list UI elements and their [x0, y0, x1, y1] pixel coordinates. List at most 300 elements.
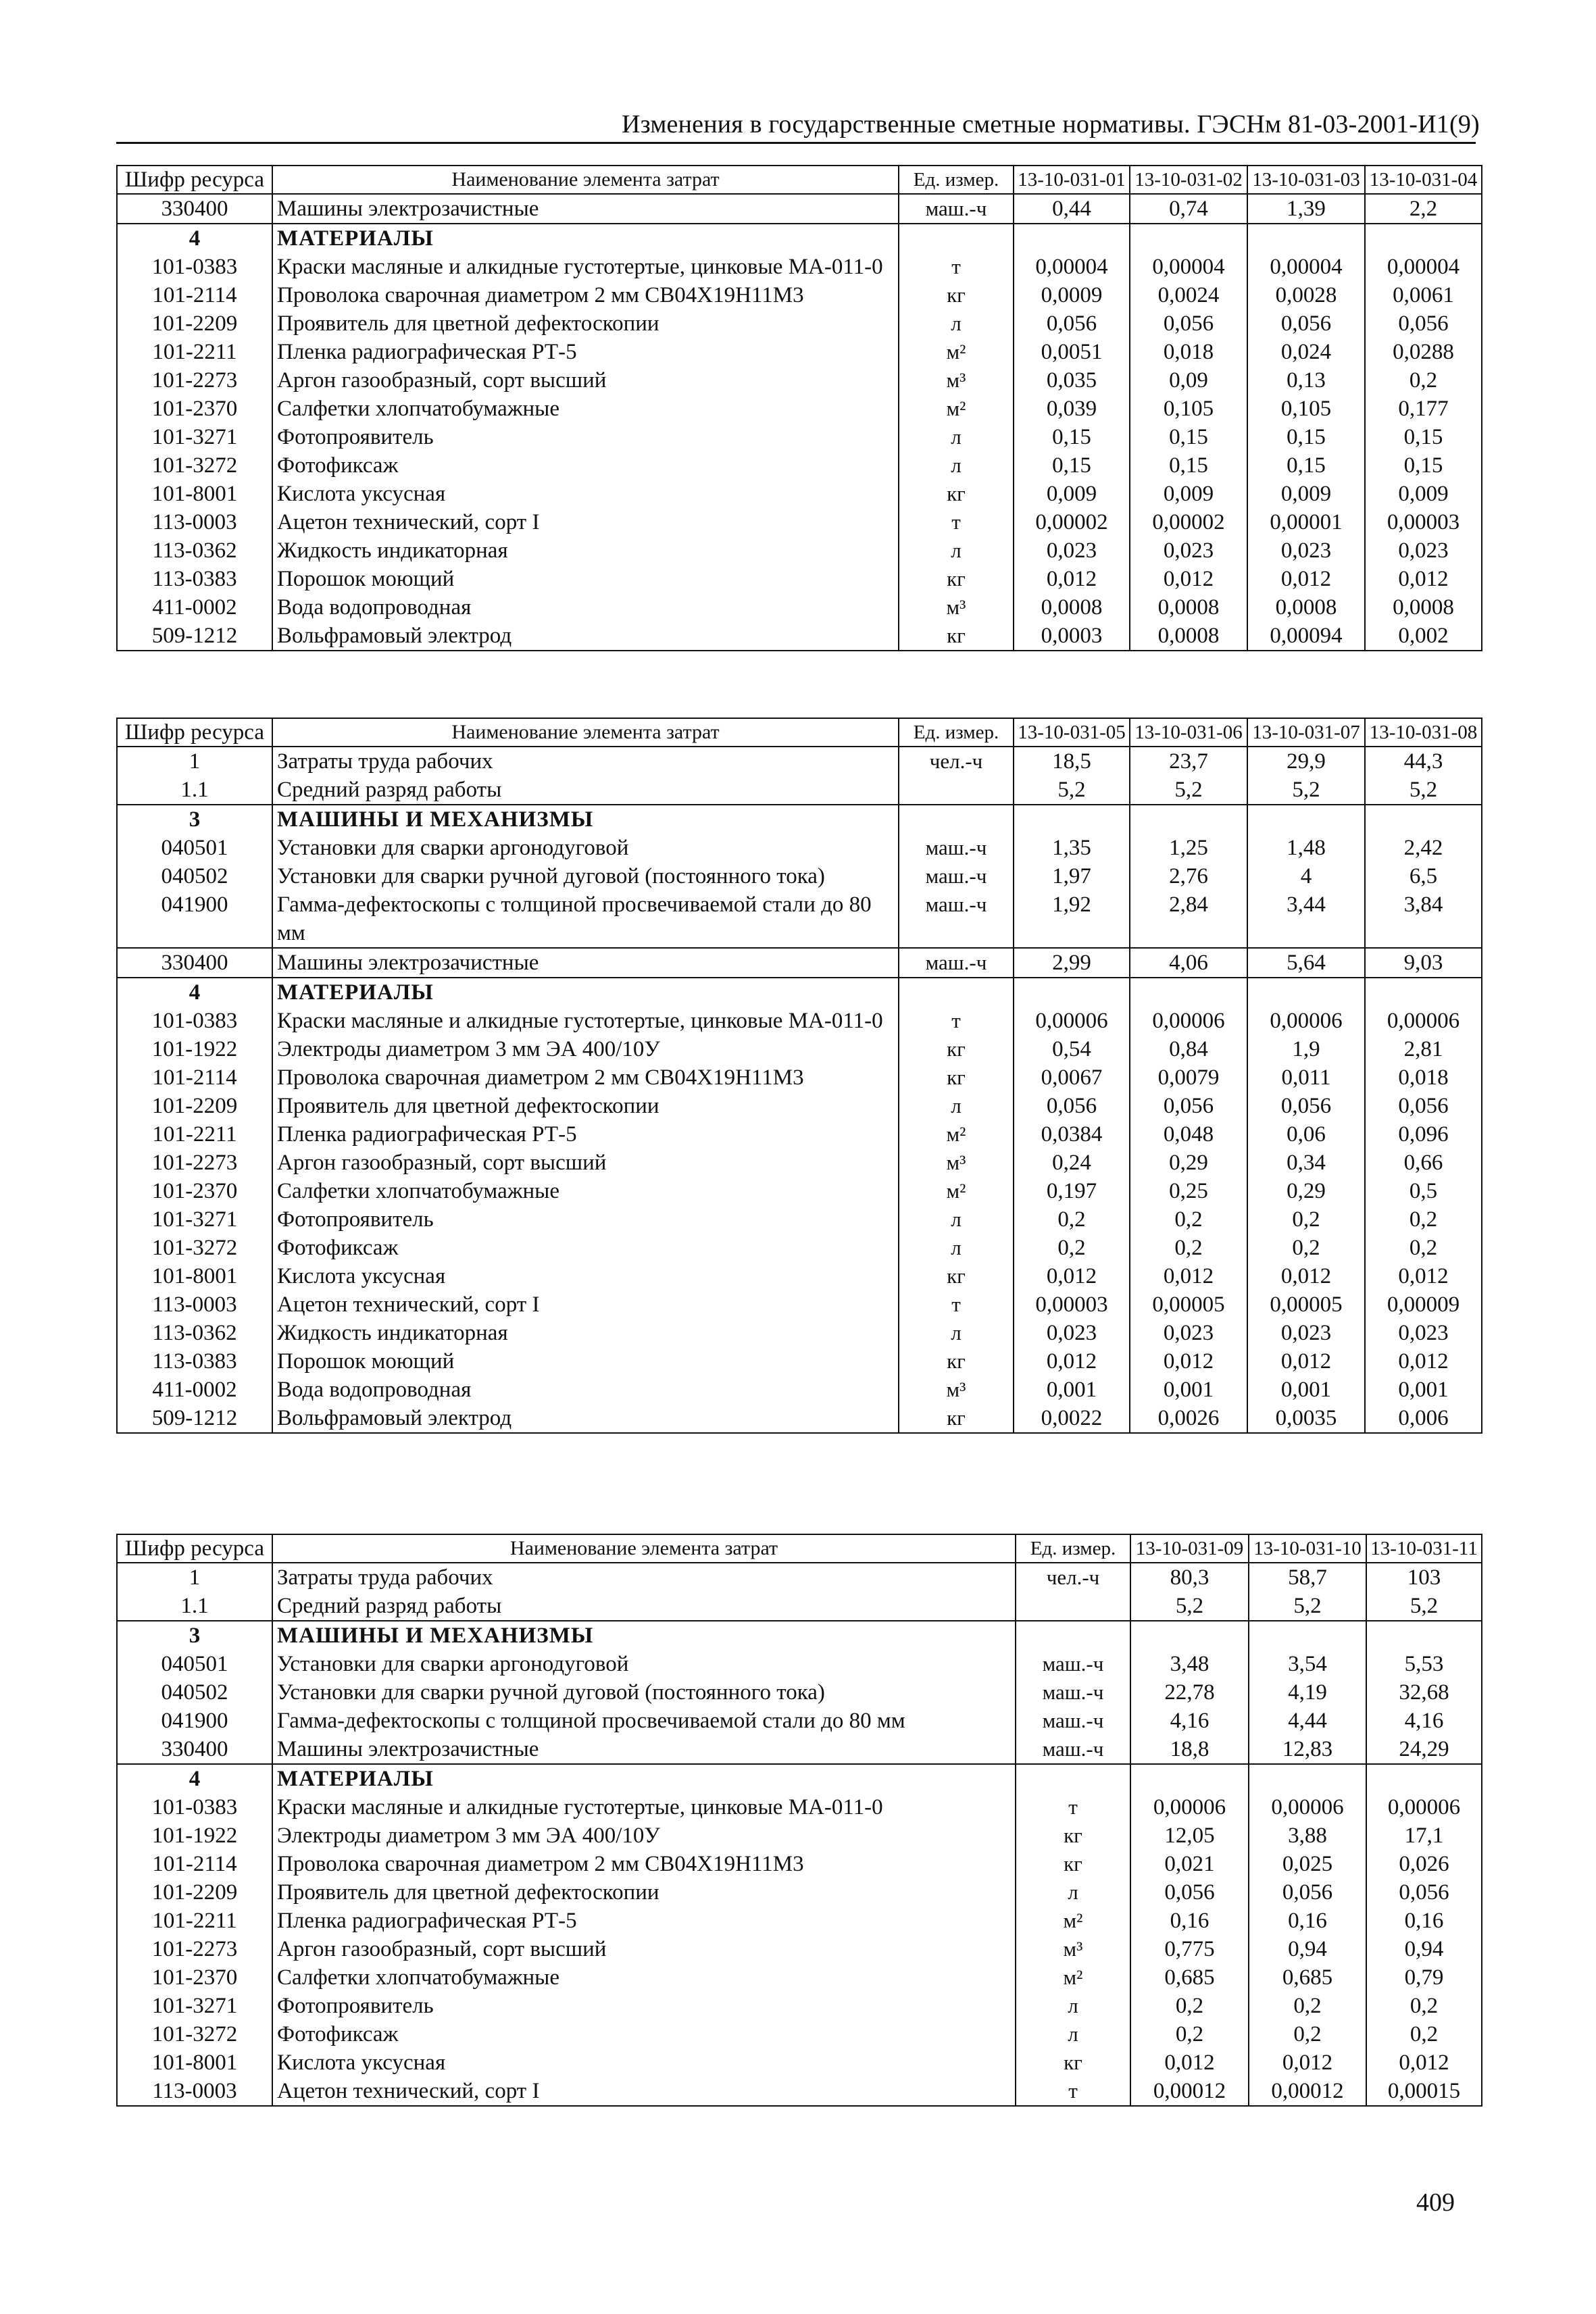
norm-value: 0,056 — [1014, 309, 1130, 338]
resource-code: 101-2273 — [117, 1149, 272, 1177]
norm-value: 0,012 — [1130, 565, 1247, 593]
table-row — [117, 309, 1482, 338]
unit-of-measure: л — [1016, 2020, 1130, 2048]
norm-value: 0,00012 — [1249, 2077, 1366, 2106]
table-row — [117, 536, 1482, 565]
norm-value — [1365, 805, 1482, 834]
norm-value: 3,54 — [1249, 1650, 1366, 1678]
norm-value: 44,3 — [1365, 747, 1482, 776]
norm-value: 0,056 — [1365, 309, 1482, 338]
norm-value: 0,001 — [1014, 1376, 1130, 1404]
norm-value: 0,011 — [1247, 1063, 1365, 1092]
norm-value: 0,056 — [1014, 1092, 1130, 1120]
norm-value — [1130, 224, 1247, 253]
resource-code: 1 — [117, 747, 272, 776]
norm-value — [1130, 805, 1247, 834]
cost-element-name: Средний разряд работы — [272, 776, 899, 805]
cost-element-name: Проявитель для цветной дефектоскопии — [272, 1092, 899, 1120]
resource-code: 101-2114 — [117, 1063, 272, 1092]
table-row — [117, 1793, 1482, 1821]
table-row — [117, 366, 1482, 395]
norm-value: 0,018 — [1365, 1063, 1482, 1092]
cost-element-name: МАШИНЫ И МЕХАНИЗМЫ — [272, 1621, 1016, 1650]
norm-value: 4 — [1247, 862, 1365, 890]
norm-value: 12,05 — [1130, 1821, 1249, 1850]
section-row — [117, 805, 1482, 834]
column-header: Ед. измер. — [899, 166, 1014, 194]
table-row — [117, 1678, 1482, 1707]
norm-value: 24,29 — [1366, 1735, 1482, 1764]
norm-value: 0,2 — [1365, 366, 1482, 395]
unit-of-measure: м³ — [899, 366, 1014, 395]
norm-value: 2,81 — [1365, 1035, 1482, 1063]
cost-element-name: Электроды диаметром 3 мм ЭА 400/10У — [272, 1821, 1016, 1850]
norm-value: 0,048 — [1130, 1120, 1247, 1149]
cost-element-name: Краски масляные и алкидные густотертые, цинковые МА-011-0 — [272, 253, 899, 281]
resource-code: 101-1922 — [117, 1821, 272, 1850]
unit-of-measure: кг — [1016, 1850, 1130, 1878]
cost-element-name: Краски масляные и алкидные густотертые, цинковые МА-011-0 — [272, 1793, 1016, 1821]
resource-code: 411-0002 — [117, 1376, 272, 1404]
norm-value — [1130, 978, 1247, 1007]
cost-element-name: Фотопроявитель — [272, 423, 899, 451]
norm-value: 0,84 — [1130, 1035, 1247, 1063]
norm-value: 0,09 — [1130, 366, 1247, 395]
resource-code: 040501 — [117, 1650, 272, 1678]
norm-value: 1,39 — [1247, 194, 1365, 224]
cost-element-name: Вольфрамовый электрод — [272, 1404, 899, 1433]
resource-code: 113-0362 — [117, 1319, 272, 1347]
unit-of-measure: л — [899, 1234, 1014, 1262]
norm-value — [1014, 805, 1130, 834]
norm-value: 0,009 — [1247, 480, 1365, 508]
norm-value: 0,0384 — [1014, 1120, 1130, 1149]
norm-value: 0,012 — [1365, 1262, 1482, 1290]
resource-code: 101-2273 — [117, 1935, 272, 1963]
cost-element-name: Фотофиксаж — [272, 1234, 899, 1262]
norm-value: 12,83 — [1249, 1735, 1366, 1764]
table-row — [117, 1878, 1482, 1907]
norm-value — [1249, 1621, 1366, 1650]
norm-value: 0,024 — [1247, 338, 1365, 366]
norm-value: 0,00006 — [1130, 1793, 1249, 1821]
table-row — [117, 1035, 1482, 1063]
resource-code: 3 — [117, 1621, 272, 1650]
norm-value: 0,096 — [1365, 1120, 1482, 1149]
header-rule — [116, 142, 1476, 144]
table-row — [117, 1735, 1482, 1764]
table-row — [117, 1907, 1482, 1935]
unit-of-measure: м³ — [899, 593, 1014, 622]
cost-element-name: Ацетон технический, сорт I — [272, 2077, 1016, 2106]
unit-of-measure — [899, 224, 1014, 253]
norm-value — [1366, 1621, 1482, 1650]
table-row — [117, 1376, 1482, 1404]
unit-of-measure: маш.-ч — [1016, 1678, 1130, 1707]
unit-of-measure: маш.-ч — [899, 194, 1014, 224]
resource-code: 101-2370 — [117, 1177, 272, 1205]
unit-of-measure — [1016, 1621, 1130, 1650]
norm-value: 0,0079 — [1130, 1063, 1247, 1092]
norm-value: 0,056 — [1130, 1878, 1249, 1907]
norm-value: 0,023 — [1014, 1319, 1130, 1347]
resource-code: 4 — [117, 224, 272, 253]
resource-code: 113-0383 — [117, 1347, 272, 1376]
norm-value: 0,001 — [1130, 1376, 1247, 1404]
cost-element-name: Фотофиксаж — [272, 2020, 1016, 2048]
norm-value — [1130, 1764, 1249, 1793]
unit-of-measure — [1016, 1592, 1130, 1621]
resource-code: 1.1 — [117, 776, 272, 805]
table-row — [117, 1592, 1482, 1621]
norm-value: 0,009 — [1130, 480, 1247, 508]
norm-value: 0,0288 — [1365, 338, 1482, 366]
cost-element-name: Установки для сварки аргонодуговой — [272, 834, 899, 862]
norm-value: 0,29 — [1130, 1149, 1247, 1177]
norm-value: 0,00001 — [1247, 508, 1365, 536]
unit-of-measure: маш.-ч — [1016, 1650, 1130, 1678]
resource-code: 1.1 — [117, 1592, 272, 1621]
norm-value: 0,002 — [1365, 622, 1482, 651]
norm-value: 0,2 — [1365, 1205, 1482, 1234]
norm-value: 0,00002 — [1130, 508, 1247, 536]
norm-value: 0,001 — [1247, 1376, 1365, 1404]
norm-value: 0,056 — [1366, 1878, 1482, 1907]
cost-element-name: Аргон газообразный, сорт высший — [272, 366, 899, 395]
cost-element-name: Жидкость индикаторная — [272, 1319, 899, 1347]
resource-code: 040502 — [117, 862, 272, 890]
norm-value: 0,0008 — [1365, 593, 1482, 622]
unit-of-measure: м³ — [899, 1149, 1014, 1177]
norm-value: 0,00012 — [1130, 2077, 1249, 2106]
norm-value: 0,06 — [1247, 1120, 1365, 1149]
norm-value: 3,48 — [1130, 1650, 1249, 1678]
column-header: Наименование элемента затрат — [272, 718, 899, 747]
column-header: Шифр ресурса — [117, 1534, 272, 1563]
norm-value: 0,00015 — [1366, 2077, 1482, 2106]
table-row — [117, 1319, 1482, 1347]
column-header: 13-10-031-02 — [1130, 166, 1247, 194]
unit-of-measure — [899, 805, 1014, 834]
norm-value: 0,15 — [1130, 423, 1247, 451]
unit-of-measure: м² — [899, 1177, 1014, 1205]
cost-element-name: Затраты труда рабочих — [272, 747, 899, 776]
cost-element-name: МАТЕРИАЛЫ — [272, 224, 899, 253]
norm-value: 0,94 — [1249, 1935, 1366, 1963]
column-header: Ед. измер. — [899, 718, 1014, 747]
norm-value: 0,00094 — [1247, 622, 1365, 651]
norm-value — [1365, 224, 1482, 253]
unit-of-measure: кг — [899, 565, 1014, 593]
table-row — [117, 508, 1482, 536]
unit-of-measure: маш.-ч — [899, 862, 1014, 890]
resource-code: 3 — [117, 805, 272, 834]
norm-value: 0,16 — [1249, 1907, 1366, 1935]
norm-value: 0,035 — [1014, 366, 1130, 395]
norm-value: 0,012 — [1130, 2048, 1249, 2077]
norm-value: 0,29 — [1247, 1177, 1365, 1205]
norm-value: 0,00003 — [1365, 508, 1482, 536]
table-row — [117, 1850, 1482, 1878]
cost-element-name: Кислота уксусная — [272, 2048, 1016, 2077]
norm-value: 2,2 — [1365, 194, 1482, 224]
unit-of-measure: т — [899, 1007, 1014, 1035]
column-header: 13-10-031-11 — [1366, 1534, 1482, 1563]
resource-code: 101-3272 — [117, 1234, 272, 1262]
norm-value: 0,105 — [1247, 395, 1365, 423]
cost-element-name: Установки для сварки ручной дуговой (постоянного тока) — [272, 1678, 1016, 1707]
norm-value: 0,012 — [1014, 1347, 1130, 1376]
cost-element-name: Машины электрозачистные — [272, 1735, 1016, 1764]
cost-element-name: Кислота уксусная — [272, 1262, 899, 1290]
norm-value: 1,48 — [1247, 834, 1365, 862]
cost-element-name: Проявитель для цветной дефектоскопии — [272, 309, 899, 338]
norm-value: 0,0008 — [1130, 593, 1247, 622]
unit-of-measure: кг — [899, 281, 1014, 309]
page-number: 409 — [1416, 2188, 1455, 2217]
resource-code: 041900 — [117, 890, 272, 948]
norm-value: 0,006 — [1365, 1404, 1482, 1433]
cost-element-name: Затраты труда рабочих — [272, 1563, 1016, 1592]
unit-of-measure: л — [899, 423, 1014, 451]
norm-value: 0,012 — [1014, 1262, 1130, 1290]
norm-value: 0,023 — [1365, 1319, 1482, 1347]
table-row — [117, 338, 1482, 366]
norm-value: 0,023 — [1247, 536, 1365, 565]
norm-value: 0,0067 — [1014, 1063, 1130, 1092]
unit-of-measure: м³ — [899, 1376, 1014, 1404]
cost-element-name: Салфетки хлопчатобумажные — [272, 1963, 1016, 1992]
table-row — [117, 1063, 1482, 1092]
cost-element-name: Вода водопроводная — [272, 593, 899, 622]
table-row — [117, 622, 1482, 651]
section-row — [117, 1621, 1482, 1650]
table-row — [117, 253, 1482, 281]
norm-value: 0,2 — [1366, 2020, 1482, 2048]
resource-code: 101-0383 — [117, 253, 272, 281]
resource-code: 101-2209 — [117, 1092, 272, 1120]
norm-value: 2,84 — [1130, 890, 1247, 948]
norm-value: 0,94 — [1366, 1935, 1482, 1963]
table-row — [117, 862, 1482, 890]
norm-value: 0,00006 — [1249, 1793, 1366, 1821]
norm-value: 0,15 — [1130, 451, 1247, 480]
table-row — [117, 451, 1482, 480]
resource-code: 041900 — [117, 1707, 272, 1735]
norm-value: 80,3 — [1130, 1563, 1249, 1592]
norm-value: 0,0028 — [1247, 281, 1365, 309]
table-row — [117, 1177, 1482, 1205]
norm-value: 0,018 — [1130, 338, 1247, 366]
norm-value: 0,012 — [1247, 1347, 1365, 1376]
cost-element-name: Кислота уксусная — [272, 480, 899, 508]
norm-value: 9,03 — [1365, 948, 1482, 978]
resource-code: 113-0003 — [117, 508, 272, 536]
table-row — [117, 1262, 1482, 1290]
norm-value: 0,009 — [1365, 480, 1482, 508]
norm-value: 0,24 — [1014, 1149, 1130, 1177]
table-row — [117, 1205, 1482, 1234]
cost-element-name: Салфетки хлопчатобумажные — [272, 395, 899, 423]
norm-value: 5,2 — [1014, 776, 1130, 805]
unit-of-measure: л — [899, 309, 1014, 338]
resource-code: 101-3272 — [117, 451, 272, 480]
table-row — [117, 2048, 1482, 2077]
resource-code: 113-0383 — [117, 565, 272, 593]
unit-of-measure: м² — [899, 338, 1014, 366]
column-header: 13-10-031-05 — [1014, 718, 1130, 747]
table-row — [117, 1707, 1482, 1735]
column-header: 13-10-031-04 — [1365, 166, 1482, 194]
norm-value: 0,15 — [1365, 451, 1482, 480]
norm-value: 0,54 — [1014, 1035, 1130, 1063]
norm-value: 4,16 — [1366, 1707, 1482, 1735]
table-row — [117, 948, 1482, 978]
unit-of-measure: м² — [899, 1120, 1014, 1149]
unit-of-measure: чел.-ч — [899, 747, 1014, 776]
cost-element-name: Краски масляные и алкидные густотертые, цинковые МА-011-0 — [272, 1007, 899, 1035]
table-row — [117, 1935, 1482, 1963]
unit-of-measure: м² — [899, 395, 1014, 423]
norm-value: 0,0008 — [1130, 622, 1247, 651]
cost-element-name: Фотофиксаж — [272, 451, 899, 480]
norm-value: 3,88 — [1249, 1821, 1366, 1850]
unit-of-measure: кг — [899, 1063, 1014, 1092]
norm-value: 0,023 — [1247, 1319, 1365, 1347]
cost-element-name: Гамма-дефектоскопы с толщиной просвечиваемой стали до 80 мм — [272, 890, 899, 948]
norm-value: 4,16 — [1130, 1707, 1249, 1735]
cost-element-name: МАТЕРИАЛЫ — [272, 1764, 1016, 1793]
column-header: Шифр ресурса — [117, 718, 272, 747]
norm-value: 0,197 — [1014, 1177, 1130, 1205]
resource-code: 101-3272 — [117, 2020, 272, 2048]
norm-value: 2,42 — [1365, 834, 1482, 862]
resource-code: 101-8001 — [117, 1262, 272, 1290]
norm-value: 1,35 — [1014, 834, 1130, 862]
unit-of-measure: т — [1016, 2077, 1130, 2106]
norm-value: 5,53 — [1366, 1650, 1482, 1678]
norm-value: 5,2 — [1365, 776, 1482, 805]
unit-of-measure: л — [899, 536, 1014, 565]
norm-value: 0,056 — [1365, 1092, 1482, 1120]
cost-element-name: МАШИНЫ И МЕХАНИЗМЫ — [272, 805, 899, 834]
column-header: 13-10-031-10 — [1249, 1534, 1366, 1563]
header-row — [117, 166, 1482, 194]
norm-value: 0,25 — [1130, 1177, 1247, 1205]
norm-value: 0,0008 — [1247, 593, 1365, 622]
norm-value: 0,009 — [1014, 480, 1130, 508]
norm-value: 0,2 — [1365, 1234, 1482, 1262]
resource-table-1 — [116, 165, 1482, 651]
resource-code: 101-0383 — [117, 1793, 272, 1821]
cost-element-name: Гамма-дефектоскопы с толщиной просвечиваемой стали до 80 мм — [272, 1707, 1016, 1735]
cost-element-name: Машины электрозачистные — [272, 948, 899, 978]
norm-value: 5,2 — [1130, 1592, 1249, 1621]
norm-value: 0,2 — [1249, 2020, 1366, 2048]
unit-of-measure: маш.-ч — [899, 890, 1014, 948]
norm-value: 0,2 — [1130, 1234, 1247, 1262]
table-row — [117, 1963, 1482, 1992]
norm-value: 0,00004 — [1014, 253, 1130, 281]
table-row — [117, 281, 1482, 309]
norm-value: 0,012 — [1247, 1262, 1365, 1290]
norm-value: 103 — [1366, 1563, 1482, 1592]
norm-value: 5,2 — [1366, 1592, 1482, 1621]
norm-value: 17,1 — [1366, 1821, 1482, 1850]
table-row — [117, 1650, 1482, 1678]
unit-of-measure: кг — [899, 622, 1014, 651]
unit-of-measure: кг — [899, 1262, 1014, 1290]
norm-value — [1366, 1764, 1482, 1793]
table-row — [117, 423, 1482, 451]
table-row — [117, 1290, 1482, 1319]
norm-value: 0,012 — [1365, 565, 1482, 593]
unit-of-measure: л — [899, 451, 1014, 480]
cost-element-name: Аргон газообразный, сорт высший — [272, 1935, 1016, 1963]
column-header: 13-10-031-01 — [1014, 166, 1130, 194]
unit-of-measure: кг — [899, 480, 1014, 508]
norm-value: 0,2 — [1014, 1205, 1130, 1234]
table-row — [117, 1234, 1482, 1262]
norm-value: 0,012 — [1014, 565, 1130, 593]
cost-element-name: Аргон газообразный, сорт высший — [272, 1149, 899, 1177]
norm-value: 0,13 — [1247, 366, 1365, 395]
table-row — [117, 480, 1482, 508]
resource-code: 113-0003 — [117, 2077, 272, 2106]
table-row — [117, 776, 1482, 805]
norm-value: 0,105 — [1130, 395, 1247, 423]
unit-of-measure: л — [899, 1205, 1014, 1234]
cost-element-name: Ацетон технический, сорт I — [272, 508, 899, 536]
norm-value: 0,00003 — [1014, 1290, 1130, 1319]
norm-value: 0,00005 — [1247, 1290, 1365, 1319]
norm-value: 4,44 — [1249, 1707, 1366, 1735]
resource-code: 101-3271 — [117, 1992, 272, 2020]
table-row — [117, 1007, 1482, 1035]
norm-value: 0,00006 — [1130, 1007, 1247, 1035]
cost-element-name: Вольфрамовый электрод — [272, 622, 899, 651]
cost-element-name: МАТЕРИАЛЫ — [272, 978, 899, 1007]
unit-of-measure: чел.-ч — [1016, 1563, 1130, 1592]
cost-element-name: Установки для сварки аргонодуговой — [272, 1650, 1016, 1678]
norm-value: 0,00004 — [1247, 253, 1365, 281]
unit-of-measure: маш.-ч — [899, 834, 1014, 862]
cost-element-name: Проволока сварочная диаметром 2 мм СВ04Х19Н11М3 — [272, 1850, 1016, 1878]
norm-value: 0,74 — [1130, 194, 1247, 224]
cost-element-name: Пленка радиографическая РТ-5 — [272, 1120, 899, 1149]
resource-code: 101-2114 — [117, 1850, 272, 1878]
norm-value: 1,9 — [1247, 1035, 1365, 1063]
norm-value: 0,0051 — [1014, 338, 1130, 366]
norm-value — [1014, 224, 1130, 253]
norm-value: 18,5 — [1014, 747, 1130, 776]
unit-of-measure: маш.-ч — [899, 948, 1014, 978]
norm-value: 2,76 — [1130, 862, 1247, 890]
norm-value: 0,685 — [1130, 1963, 1249, 1992]
norm-value: 0,056 — [1249, 1878, 1366, 1907]
norm-value: 0,2 — [1130, 1205, 1247, 1234]
norm-value — [1247, 224, 1365, 253]
cost-element-name: Ацетон технический, сорт I — [272, 1290, 899, 1319]
resource-code: 101-2211 — [117, 338, 272, 366]
norm-value: 0,79 — [1366, 1963, 1482, 1992]
unit-of-measure: маш.-ч — [1016, 1707, 1130, 1735]
norm-value: 0,15 — [1247, 423, 1365, 451]
norm-value: 0,012 — [1365, 1347, 1482, 1376]
cost-element-name: Проволока сварочная диаметром 2 мм СВ04Х19Н11М3 — [272, 281, 899, 309]
table-row — [117, 2020, 1482, 2048]
norm-value: 0,0008 — [1014, 593, 1130, 622]
